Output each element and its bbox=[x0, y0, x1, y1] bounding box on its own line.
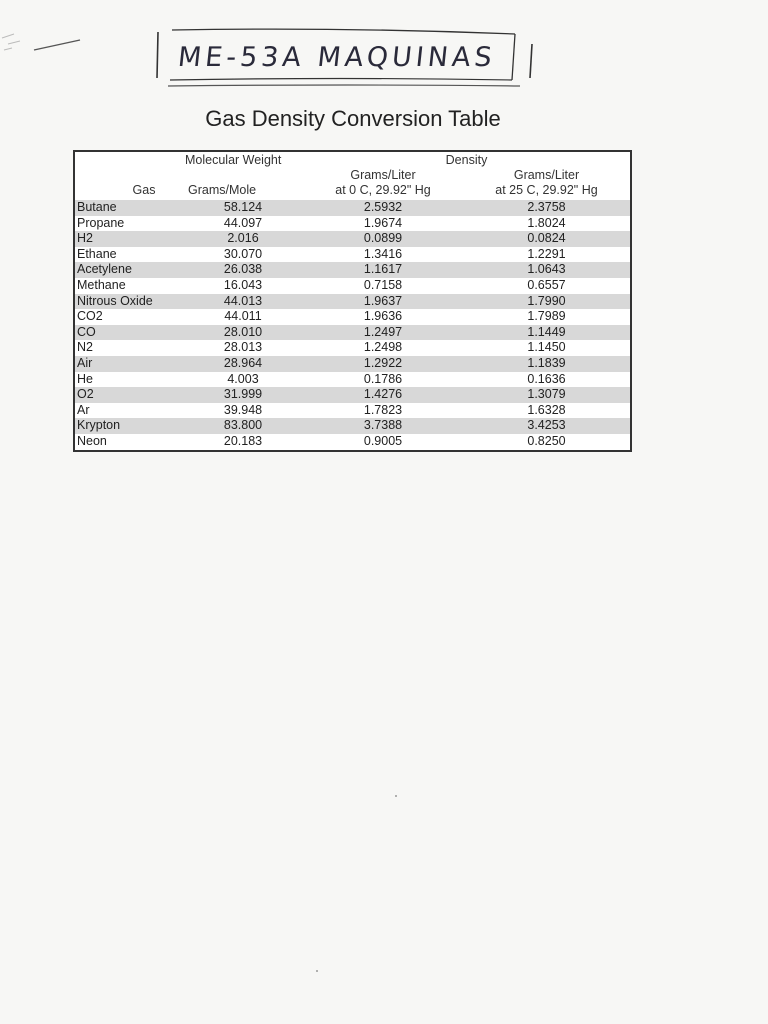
table-row bbox=[75, 403, 630, 419]
cell-gas: Air bbox=[75, 356, 183, 372]
cell-gas: H2 bbox=[75, 231, 183, 247]
table-row bbox=[75, 434, 630, 450]
table-row bbox=[75, 231, 630, 247]
header-d0-cond: at 0 C, 29.92" Hg bbox=[335, 183, 431, 197]
cell-density-0c: 1.1617 bbox=[303, 262, 463, 278]
cell-gas: He bbox=[77, 371, 93, 386]
cell-gas: Acetylene bbox=[75, 262, 183, 278]
cell-density-0c: 1.3416 bbox=[363, 246, 403, 261]
cell-density-25c: 1.1839 bbox=[463, 356, 630, 372]
cell-density-25c: 1.1450 bbox=[527, 340, 566, 355]
table-body bbox=[75, 200, 630, 450]
table-row bbox=[75, 372, 630, 388]
cell-density-25c: 0.0824 bbox=[463, 231, 630, 247]
cell-gas: O2 bbox=[75, 387, 183, 403]
cell-density-25c: 1.7990 bbox=[463, 294, 630, 310]
cell-density-25c: 1.3079 bbox=[463, 387, 630, 403]
table-row bbox=[75, 247, 630, 263]
cell-gas: N2 bbox=[77, 340, 93, 355]
cell-molecular-weight: 44.097 bbox=[223, 215, 263, 230]
cell-density-0c: 0.0899 bbox=[303, 231, 463, 247]
header-mw-unit: Grams/Mole bbox=[188, 183, 257, 197]
cell-density-0c: 1.2497 bbox=[303, 325, 463, 341]
scan-speck bbox=[395, 795, 397, 797]
header-empty bbox=[75, 152, 183, 168]
cell-molecular-weight: 26.038 bbox=[183, 262, 303, 278]
cell-density-0c: 0.1786 bbox=[363, 371, 403, 386]
cell-density-0c: 2.5932 bbox=[303, 200, 463, 216]
table-row bbox=[75, 418, 630, 434]
page-title: Gas Density Conversion Table bbox=[205, 106, 501, 131]
cell-density-25c: 1.2291 bbox=[527, 246, 566, 261]
cell-gas: CO bbox=[75, 325, 183, 341]
table-row bbox=[75, 262, 630, 278]
gas-density-table bbox=[73, 150, 632, 452]
cell-gas: Ethane bbox=[77, 246, 117, 261]
cell-molecular-weight: 4.003 bbox=[227, 371, 259, 386]
cell-gas: Neon bbox=[77, 433, 107, 448]
cell-molecular-weight: 58.124 bbox=[183, 200, 303, 216]
cell-molecular-weight: 31.999 bbox=[183, 387, 303, 403]
cell-gas: Butane bbox=[75, 200, 183, 216]
cell-density-0c: 1.9637 bbox=[303, 294, 463, 310]
cell-density-0c: 1.2922 bbox=[303, 356, 463, 372]
header-d25-cond: at 25 C, 29.92" Hg bbox=[495, 183, 598, 197]
cell-molecular-weight: 44.011 bbox=[224, 309, 262, 324]
cell-density-0c: 1.4276 bbox=[303, 387, 463, 403]
cell-density-25c: 1.6328 bbox=[527, 402, 566, 417]
cell-density-0c: 0.9005 bbox=[363, 433, 403, 448]
cell-gas: Methane bbox=[77, 277, 126, 292]
cell-density-25c: 3.4253 bbox=[463, 418, 630, 434]
cell-density-25c: 1.0643 bbox=[463, 262, 630, 278]
header-molecular-weight: Molecular Weight bbox=[185, 153, 282, 167]
table-row bbox=[75, 356, 630, 372]
cell-gas: Krypton bbox=[75, 418, 183, 434]
cell-density-0c: 1.7823 bbox=[363, 402, 403, 417]
cell-density-25c: 1.8024 bbox=[527, 215, 566, 230]
cell-molecular-weight: 2.016 bbox=[183, 231, 303, 247]
table-row bbox=[75, 340, 630, 356]
cell-molecular-weight: 16.043 bbox=[223, 277, 263, 292]
cell-density-0c: 3.7388 bbox=[303, 418, 463, 434]
cell-molecular-weight: 28.964 bbox=[183, 356, 303, 372]
table-row bbox=[75, 216, 630, 232]
table-row bbox=[75, 387, 630, 403]
table-row bbox=[75, 278, 630, 294]
cell-density-25c: 0.8250 bbox=[527, 433, 566, 448]
cell-density-0c: 0.7158 bbox=[363, 277, 403, 292]
cell-density-0c: 1.2498 bbox=[363, 340, 403, 355]
cell-density-25c: 1.7989 bbox=[527, 309, 566, 324]
header-d25-unit: Grams/Liter bbox=[513, 168, 580, 182]
cell-density-0c: 1.9674 bbox=[363, 215, 403, 230]
cell-molecular-weight: 28.010 bbox=[183, 325, 303, 341]
cell-gas: CO2 bbox=[77, 309, 103, 324]
cell-density-25c: 2.3758 bbox=[463, 200, 630, 216]
table-row bbox=[75, 325, 630, 341]
cell-molecular-weight: 39.948 bbox=[223, 402, 263, 417]
cell-molecular-weight: 30.070 bbox=[223, 246, 263, 261]
header-gas: Gas bbox=[132, 183, 156, 197]
data-table bbox=[75, 152, 630, 450]
handwritten-label: ME-53A MAQUINAS bbox=[176, 42, 498, 73]
header-d0-unit: Grams/Liter bbox=[350, 168, 416, 182]
cell-molecular-weight: 44.013 bbox=[183, 294, 303, 310]
table-row bbox=[75, 200, 630, 216]
header-density: Density bbox=[445, 153, 488, 167]
cell-density-25c: 0.6557 bbox=[527, 277, 566, 292]
cell-molecular-weight: 20.183 bbox=[223, 433, 263, 448]
cell-gas: Nitrous Oxide bbox=[75, 294, 183, 310]
cell-density-25c: 1.1449 bbox=[463, 325, 630, 341]
table-row bbox=[75, 294, 630, 310]
cell-molecular-weight: 83.800 bbox=[183, 418, 303, 434]
cell-density-25c: 0.1636 bbox=[527, 371, 566, 386]
cell-gas: Propane bbox=[77, 215, 125, 230]
cell-gas: Ar bbox=[77, 402, 90, 417]
cell-density-0c: 1.9636 bbox=[363, 309, 403, 324]
cell-molecular-weight: 28.013 bbox=[223, 340, 263, 355]
table-row bbox=[75, 309, 630, 325]
scan-speck bbox=[316, 970, 318, 972]
